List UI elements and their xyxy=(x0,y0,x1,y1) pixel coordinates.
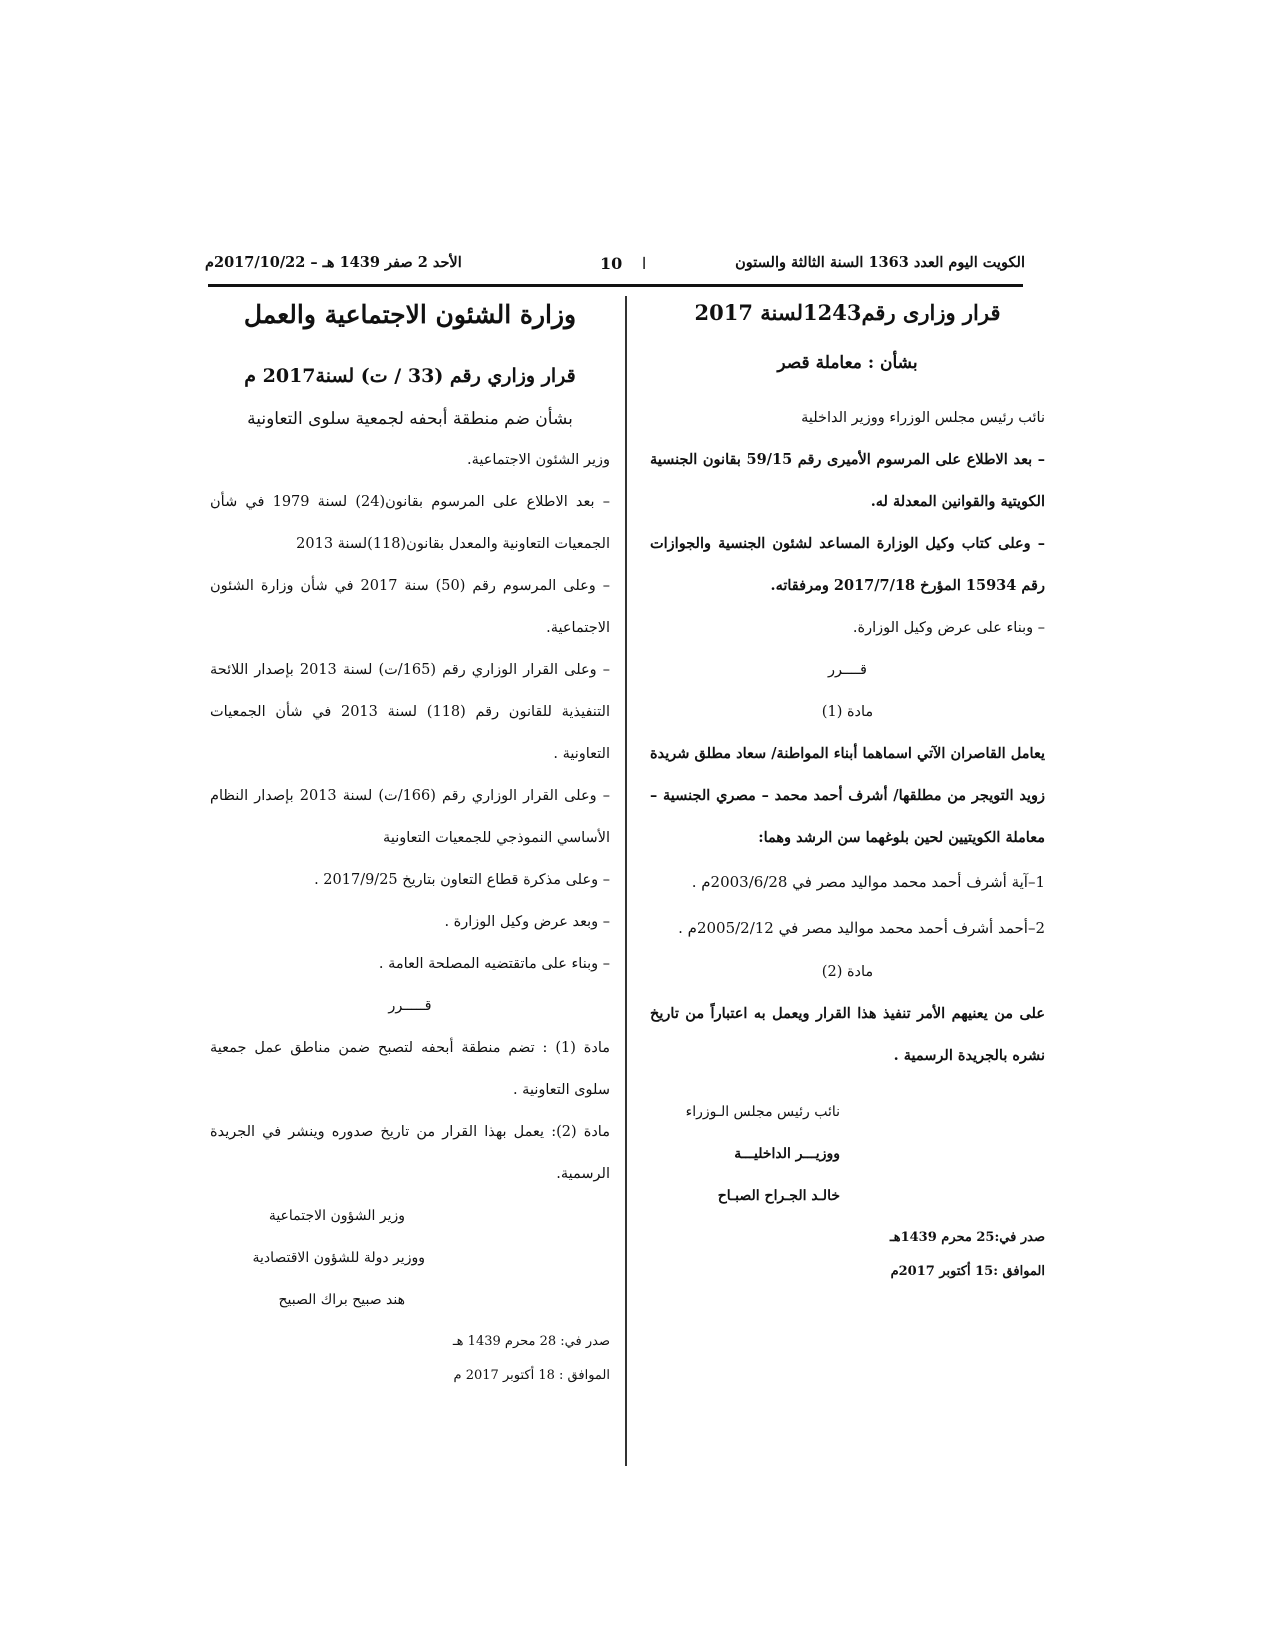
decree-paragraph: – بعد الاطلاع على المرسوم الأميرى رقم 59/15 بقانون الجنسية الكويتية والقوانين المعدلة له. xyxy=(650,451,1045,510)
signature-name: خالـد الجـراح الصبـاح xyxy=(717,1188,840,1204)
issued-date: صدر في: 28 محرم 1439 هـ xyxy=(452,1334,610,1349)
header-rule xyxy=(208,284,1023,287)
decided-heading: قـــــرر xyxy=(388,998,432,1014)
header-page-number xyxy=(600,254,646,273)
corresponding-date: الموافق : 18 أكتوبر 2017 م xyxy=(453,1368,610,1383)
article-text: مادة (2): يعمل بهذا القرار من تاريخ صدوره وينشر في الجريدة الرسمية. xyxy=(210,1124,610,1182)
signature-line: نائب رئيس مجلس الـوزراء xyxy=(685,1104,840,1120)
decree-title: قرار وزاري رقم (33 / ت) لسنة2017 م xyxy=(244,365,576,387)
issued-date: صدر في:25 محرم 1439هـ xyxy=(889,1230,1045,1245)
decree-paragraph: – وبعد عرض وكيل الوزارة . xyxy=(444,914,610,930)
article-text: مادة (1) : تضم منطقة أبحفه لتصبح ضمن مناطق عمل جمعية سلوى التعاونية . xyxy=(210,1040,610,1098)
decree-paragraph: – وعلى القرار الوزاري رقم (165/ت) لسنة 2013 بإصدار اللائحة التنفيذية للقانون رقم (118) لسنة 2013 في شأن الجمعيات التعاونية . xyxy=(210,662,610,762)
decree-paragraph: – وعلى كتاب وكيل الوزارة المساعد لشئون الجنسية والجوازات رقم 15934 المؤرخ 2017/7/18 ومرفقاته. xyxy=(650,535,1045,594)
decree-paragraph: – بعد الاطلاع على المرسوم بقانون(24) لسنة 1979 في شأن الجمعيات التعاونية والمعدل بقانون(118)لسنة 2013 xyxy=(210,494,610,552)
decree-subject: بشأن : معاملة قصر xyxy=(777,353,918,373)
column-divider xyxy=(625,296,627,1466)
decree-issuer: نائب رئيس مجلس الوزراء ووزير الداخلية xyxy=(801,410,1045,426)
corresponding-date: الموافق :15 أكتوبر 2017م xyxy=(890,1264,1045,1279)
child-entry: 2–أحمد أشرف أحمد محمد مواليد مصر في 2005/2/12م . xyxy=(678,919,1045,937)
signature-block xyxy=(210,1195,610,1321)
decree-paragraph: – وبناء على ماتقتضيه المصلحة العامة . xyxy=(378,956,610,972)
article-2-text: على من يعنيهم الأمر تنفيذ هذا القرار ويعمل به اعتباراً من تاريخ نشره بالجريدة الرسمية . xyxy=(650,1005,1045,1064)
issue-date-block xyxy=(210,1325,610,1393)
decree-paragraph: – وعلى المرسوم رقم (50) سنة 2017 في شأن وزارة الشئون الاجتماعية. xyxy=(210,578,610,636)
right-column-decree xyxy=(650,300,1045,1289)
ministry-title: وزارة الشئون الاجتماعية والعمل xyxy=(243,300,577,329)
article-1-label: مادة (1) xyxy=(821,704,874,720)
left-column-decree xyxy=(210,300,610,1393)
article-1-text: يعامل القاصران الآتي اسماهما أبناء المواطنة/ سعاد مطلق شريدة زويد التويجر من مطلقها/ أشرف أحمد محمد – مصري الجنسية – معاملة الكويتيين لحين بلوغهما سن الرشد وهما: xyxy=(650,745,1045,846)
decided-heading: قــــرر xyxy=(828,662,867,678)
header-date: الأحد 2 صفر 1439 هـ – 2017/10/22م xyxy=(205,254,462,271)
issue-date-block xyxy=(650,1221,1045,1289)
signature-line: ووزير دولة للشؤون الاقتصادية xyxy=(252,1250,425,1266)
header-issue-info: الكويت اليوم العدد 1363 السنة الثالثة والستون xyxy=(735,254,1025,271)
signature-name: هند صبيح براك الصبيح xyxy=(278,1292,405,1308)
signature-block xyxy=(650,1091,1045,1217)
decree-paragraph: – وعلى القرار الوزاري رقم (166/ت) لسنة 2013 بإصدار النظام الأساسي النموذجي للجمعيات التعاونية xyxy=(210,788,610,846)
article-2-label: مادة (2) xyxy=(821,964,874,980)
decree-paragraph: – وعلى مذكرة قطاع التعاون بتاريخ 2017/9/25 . xyxy=(314,872,610,888)
page-number: 10 xyxy=(600,254,623,273)
page-header xyxy=(205,254,1025,284)
child-entry: 1–آية أشرف أحمد محمد مواليد مصر في 2003/6/28م . xyxy=(691,873,1045,891)
decree-issuer: وزير الشئون الاجتماعية. xyxy=(466,452,610,468)
decree-subject: بشأن ضم منطقة أبحفه لجمعية سلوى التعاونية xyxy=(247,409,573,429)
signature-line: وزير الشؤون الاجتماعية xyxy=(268,1208,405,1224)
header-separator: ا xyxy=(641,254,647,273)
decree-title: قرار وزارى رقم1243لسنة 2017 xyxy=(694,300,1001,325)
decree-paragraph: – وبناء على عرض وكيل الوزارة. xyxy=(852,620,1045,636)
signature-line: ووزيـــر الداخليـــة xyxy=(734,1146,840,1162)
